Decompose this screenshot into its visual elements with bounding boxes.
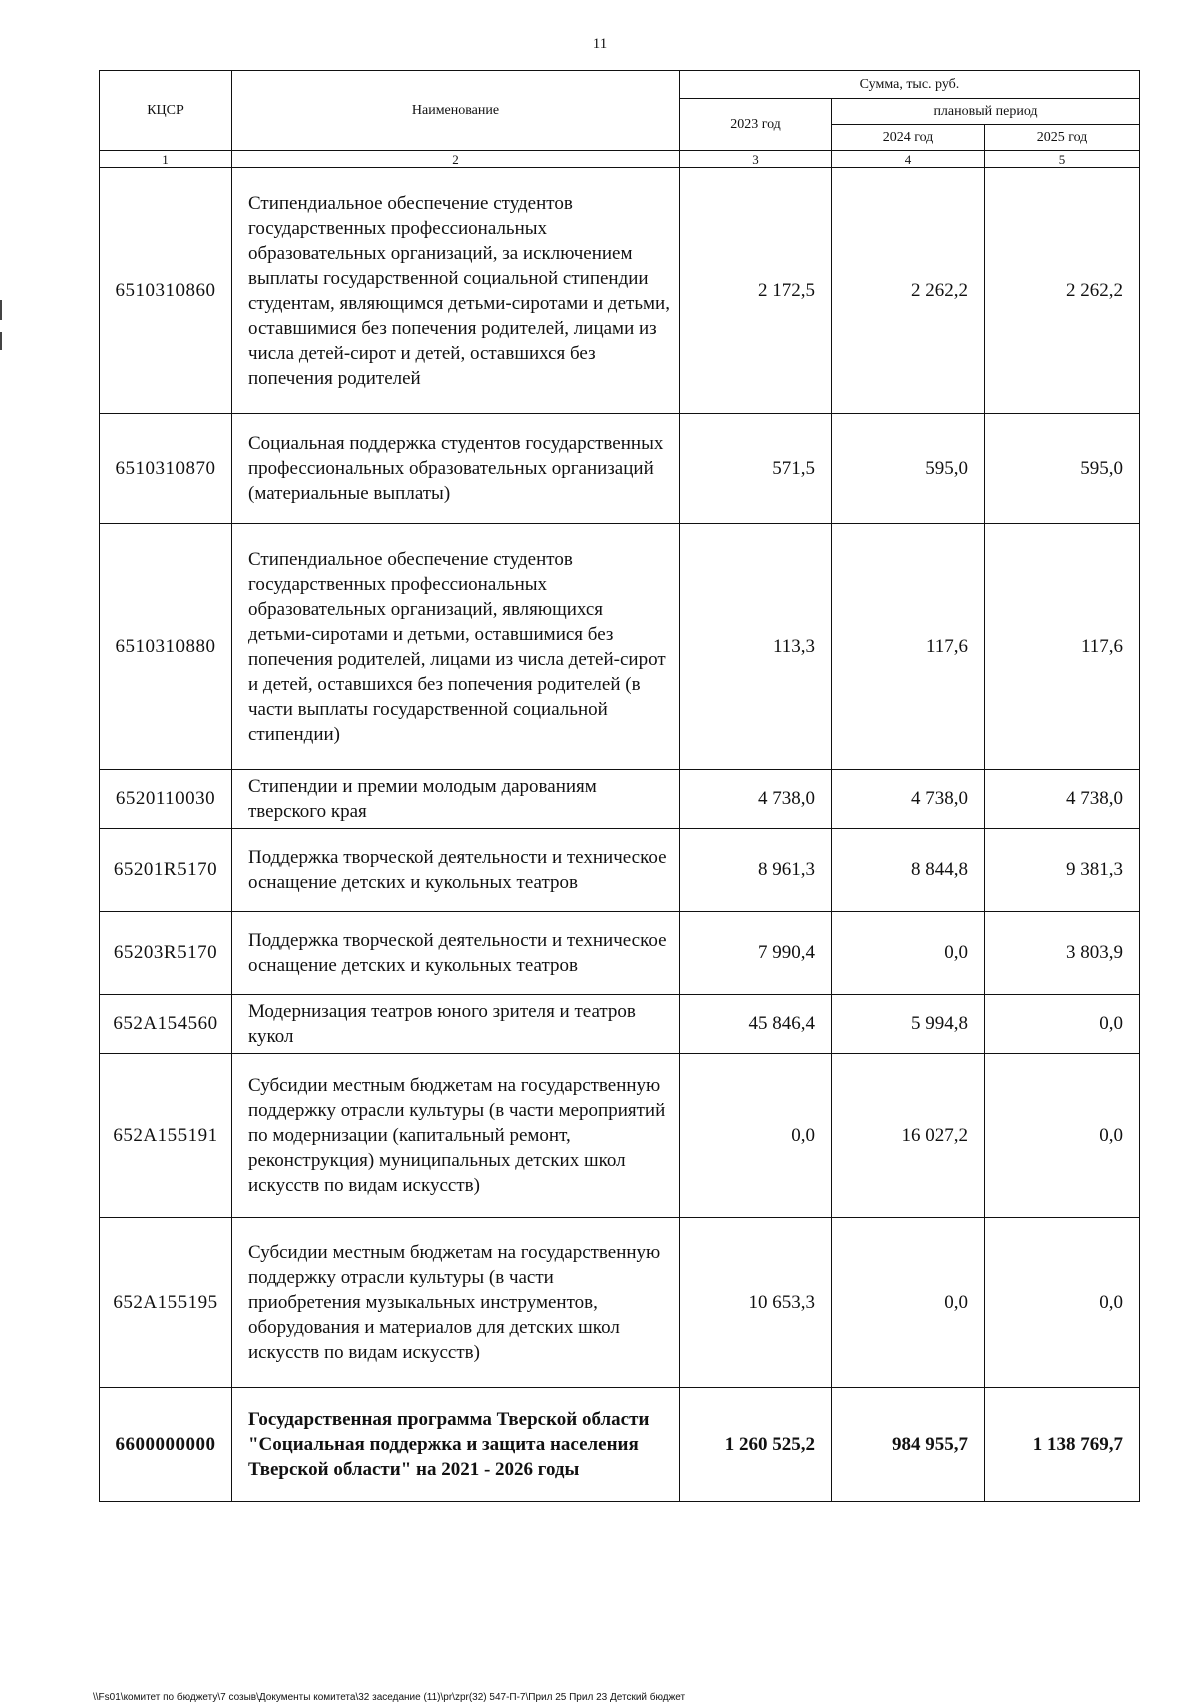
header-year-2023: 2023 год xyxy=(680,99,832,151)
row-value-2025: 0,0 xyxy=(985,1218,1140,1388)
row-name: Стипендии и премии молодым дарованиям тверского края xyxy=(232,770,680,829)
row-name: Поддержка творческой деятельности и техническое оснащение детских и кукольных театров xyxy=(232,829,680,912)
header-planned-period: плановый период xyxy=(832,99,1140,125)
row-value-2025: 2 262,2 xyxy=(985,168,1140,414)
row-code: 652A154560 xyxy=(100,995,232,1054)
footer-file-path: \\Fs01\комитет по бюджету\7 созыв\Документы комитета\32 заседание (11)\pr\zpr(32) 547-П-7\Прил 25 Прил 23 Детский бюджет xyxy=(93,1692,686,1703)
row-code: 65203R5170 xyxy=(100,912,232,995)
row-value-2024: 117,6 xyxy=(832,524,985,770)
row-value-2024: 0,0 xyxy=(832,912,985,995)
scan-edge-mark xyxy=(0,332,2,350)
table-row xyxy=(100,524,1140,770)
table-row xyxy=(100,912,1140,995)
header-sum: Сумма, тыс. руб. xyxy=(680,71,1140,99)
row-code: 6510310870 xyxy=(100,414,232,524)
table-row xyxy=(100,414,1140,524)
row-name: Поддержка творческой деятельности и техническое оснащение детских и кукольных театров xyxy=(232,912,680,995)
row-code: 65201R5170 xyxy=(100,829,232,912)
row-value-2024: 984 955,7 xyxy=(832,1388,985,1502)
header-code: КЦСР xyxy=(100,71,232,151)
row-name: Стипендиальное обеспечение студентов государственных профессиональных образовательных организаций, являющихся детьми-сиротами и детьми, оставшимися без попечения родителей, лицами из числа детей-сирот и детей, оставшихся без попечения родителей (в части выплаты государственной социальной стипендии) xyxy=(232,524,680,770)
page-number: 11 xyxy=(592,36,608,52)
row-value-2024: 16 027,2 xyxy=(832,1054,985,1218)
budget-table xyxy=(99,70,1140,1502)
row-value-2023: 1 260 525,2 xyxy=(680,1388,832,1502)
row-value-2024: 2 262,2 xyxy=(832,168,985,414)
row-value-2024: 595,0 xyxy=(832,414,985,524)
header-year-2024: 2024 год xyxy=(832,125,985,151)
row-value-2024: 4 738,0 xyxy=(832,770,985,829)
row-value-2024: 8 844,8 xyxy=(832,829,985,912)
row-value-2023: 4 738,0 xyxy=(680,770,832,829)
row-value-2024: 0,0 xyxy=(832,1218,985,1388)
row-name: Государственная программа Тверской области "Социальная поддержка и защита населения Тверской области" на 2021 - 2026 годы xyxy=(232,1388,680,1502)
row-value-2023: 0,0 xyxy=(680,1054,832,1218)
table-row xyxy=(100,168,1140,414)
row-code: 6520110030 xyxy=(100,770,232,829)
table-row xyxy=(100,829,1140,912)
row-value-2023: 7 990,4 xyxy=(680,912,832,995)
table-row xyxy=(100,1054,1140,1218)
column-number: 2 xyxy=(232,151,680,168)
row-code: 652A155191 xyxy=(100,1054,232,1218)
row-name: Социальная поддержка студентов государственных профессиональных образовательных организаций (материальные выплаты) xyxy=(232,414,680,524)
row-code: 6600000000 xyxy=(100,1388,232,1502)
header-year-2025: 2025 год xyxy=(985,125,1140,151)
row-value-2024: 5 994,8 xyxy=(832,995,985,1054)
scan-edge-mark xyxy=(0,300,2,320)
row-value-2025: 595,0 xyxy=(985,414,1140,524)
row-value-2025: 4 738,0 xyxy=(985,770,1140,829)
table-row-total xyxy=(100,1388,1140,1502)
row-code: 6510310860 xyxy=(100,168,232,414)
row-name: Субсидии местным бюджетам на государственную поддержку отрасли культуры (в части мероприятий по модернизации (капитальный ремонт, реконструкция) муниципальных детских школ искусств по видам искусств) xyxy=(232,1054,680,1218)
row-value-2025: 117,6 xyxy=(985,524,1140,770)
row-name: Субсидии местным бюджетам на государственную поддержку отрасли культуры (в части приобретения музыкальных инструментов, оборудования и материалов для детских школ искусств по видам искусств) xyxy=(232,1218,680,1388)
column-number: 5 xyxy=(985,151,1140,168)
header-name: Наименование xyxy=(232,71,680,151)
row-name: Модернизация театров юного зрителя и театров кукол xyxy=(232,995,680,1054)
table-row xyxy=(100,770,1140,829)
column-number: 3 xyxy=(680,151,832,168)
row-value-2025: 0,0 xyxy=(985,1054,1140,1218)
row-code: 652A155195 xyxy=(100,1218,232,1388)
row-value-2025: 3 803,9 xyxy=(985,912,1140,995)
row-value-2023: 2 172,5 xyxy=(680,168,832,414)
row-code: 6510310880 xyxy=(100,524,232,770)
table-row xyxy=(100,995,1140,1054)
row-value-2025: 1 138 769,7 xyxy=(985,1388,1140,1502)
row-value-2023: 45 846,4 xyxy=(680,995,832,1054)
row-value-2023: 113,3 xyxy=(680,524,832,770)
row-value-2025: 0,0 xyxy=(985,995,1140,1054)
row-value-2023: 8 961,3 xyxy=(680,829,832,912)
row-name: Стипендиальное обеспечение студентов государственных профессиональных образовательных организаций, за исключением выплаты государственной социальной стипендии студентам, являющимся детьми-сиротами и детьми, оставшимися без попечения родителей, лицами из числа детей-сирот и детей, оставшихся без попечения родителей xyxy=(232,168,680,414)
column-number: 4 xyxy=(832,151,985,168)
row-value-2023: 571,5 xyxy=(680,414,832,524)
column-number: 1 xyxy=(100,151,232,168)
row-value-2025: 9 381,3 xyxy=(985,829,1140,912)
table-row xyxy=(100,1218,1140,1388)
row-value-2023: 10 653,3 xyxy=(680,1218,832,1388)
